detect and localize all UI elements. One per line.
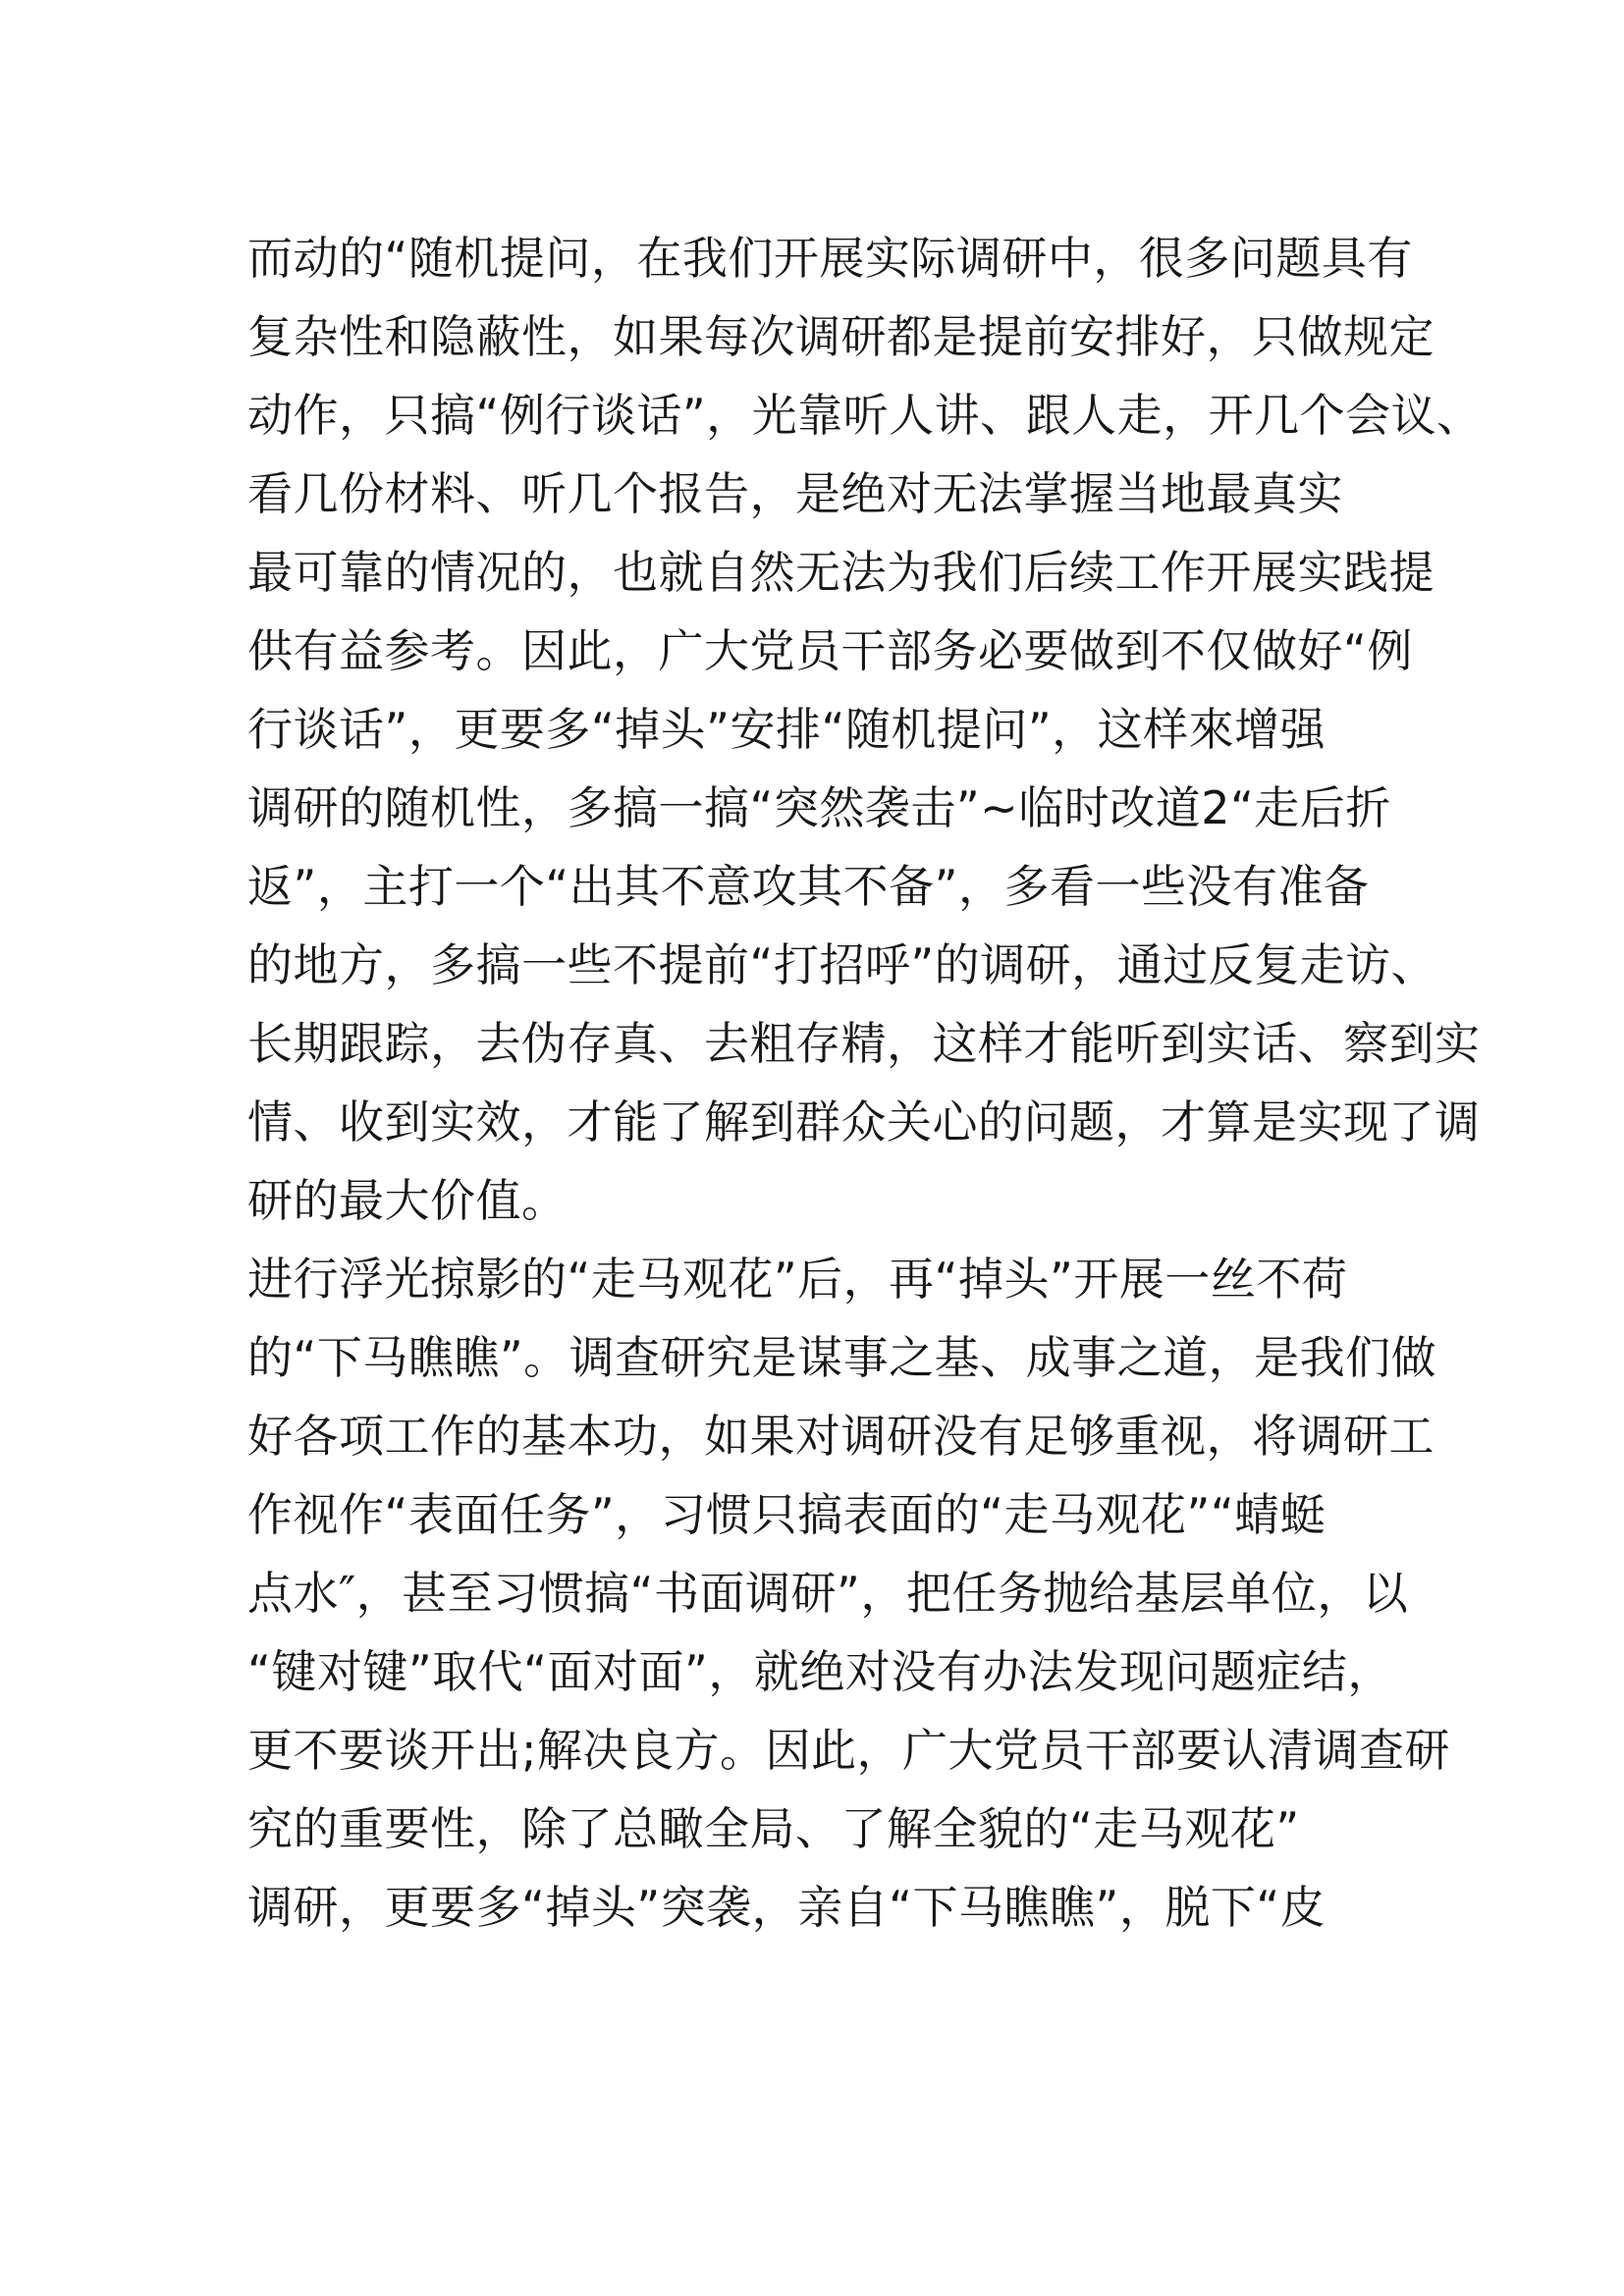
text-line: 长期跟踪，去伪存真、去粗存精，这样才能听到实话、察到实: [247, 1017, 1481, 1070]
text-line: 行谈话”，更要多“掉头”安排“随机提问”，这样來增强: [247, 703, 1326, 756]
text-line: 究的重要性，除了总瞰全局、了解全貌的“走马观花”: [247, 1802, 1300, 1855]
text-line: 的“下马瞧瞧”。调查研究是谋事之基、成事之道，是我们做: [247, 1331, 1437, 1384]
text-line: 更不要谈开出;解决良方。因此，广大党员干部要认清调查研: [247, 1724, 1450, 1777]
text-line: 研的最大价值。: [247, 1174, 568, 1227]
text-line: “键对键”取代“面对面”，就绝对没有办法发现问题症结，: [247, 1645, 1393, 1698]
text-line: 调研，更要多“掉头”突袭，亲自“下马瞧瞧”，脱下“皮: [247, 1881, 1326, 1934]
text-line: 情、收到实效，才能了解到群众关心的问题，才算是实现了调: [247, 1095, 1481, 1148]
text-line: 返”，主打一个“出其不意攻其不备”，多看一些没有准备: [247, 860, 1370, 913]
text-line: 调研的随机性，多搞一搞“突然袭击”~临时改道2“走后折: [247, 781, 1391, 834]
text-line: 看几份材料、听几个报告，是绝对无法掌握当地最真实: [247, 467, 1343, 520]
text-line: 作视作“表面任务”，习惯只搞表面的“走马观花”“蜻蜓: [247, 1488, 1326, 1541]
text-line: 的地方，多搞一些不提前“打招呼”的调研，通过反复走访、: [247, 938, 1437, 991]
text-line: 动作，只搞“例行谈话”，光靠听人讲、跟人走，开几个会议、: [247, 389, 1483, 442]
text-line: 最可靠的情况的，也就自然无法为我们后续工作开展实践提: [247, 546, 1435, 599]
text-line: 点水″，甚至习惯搞“书面调研”，把任务抛给基层单位，以: [247, 1567, 1409, 1620]
text-line: 复杂性和隐蔽性，如果每次调研都是提前安排好，只做规定: [247, 310, 1435, 363]
text-line: 进行浮光掠影的“走马观花”后，再“掉头”开展一丝不荷: [247, 1253, 1348, 1306]
text-line: 供有益参考。因此，广大党员干部务必要做到不仅做好“例: [247, 624, 1413, 677]
text-line: 好各项工作的基本功，如果对调研没有足够重视，将调研工: [247, 1410, 1435, 1463]
text-line: 而动的“随机提问，在我们开展实际调研中，很多问题具有: [247, 232, 1413, 285]
